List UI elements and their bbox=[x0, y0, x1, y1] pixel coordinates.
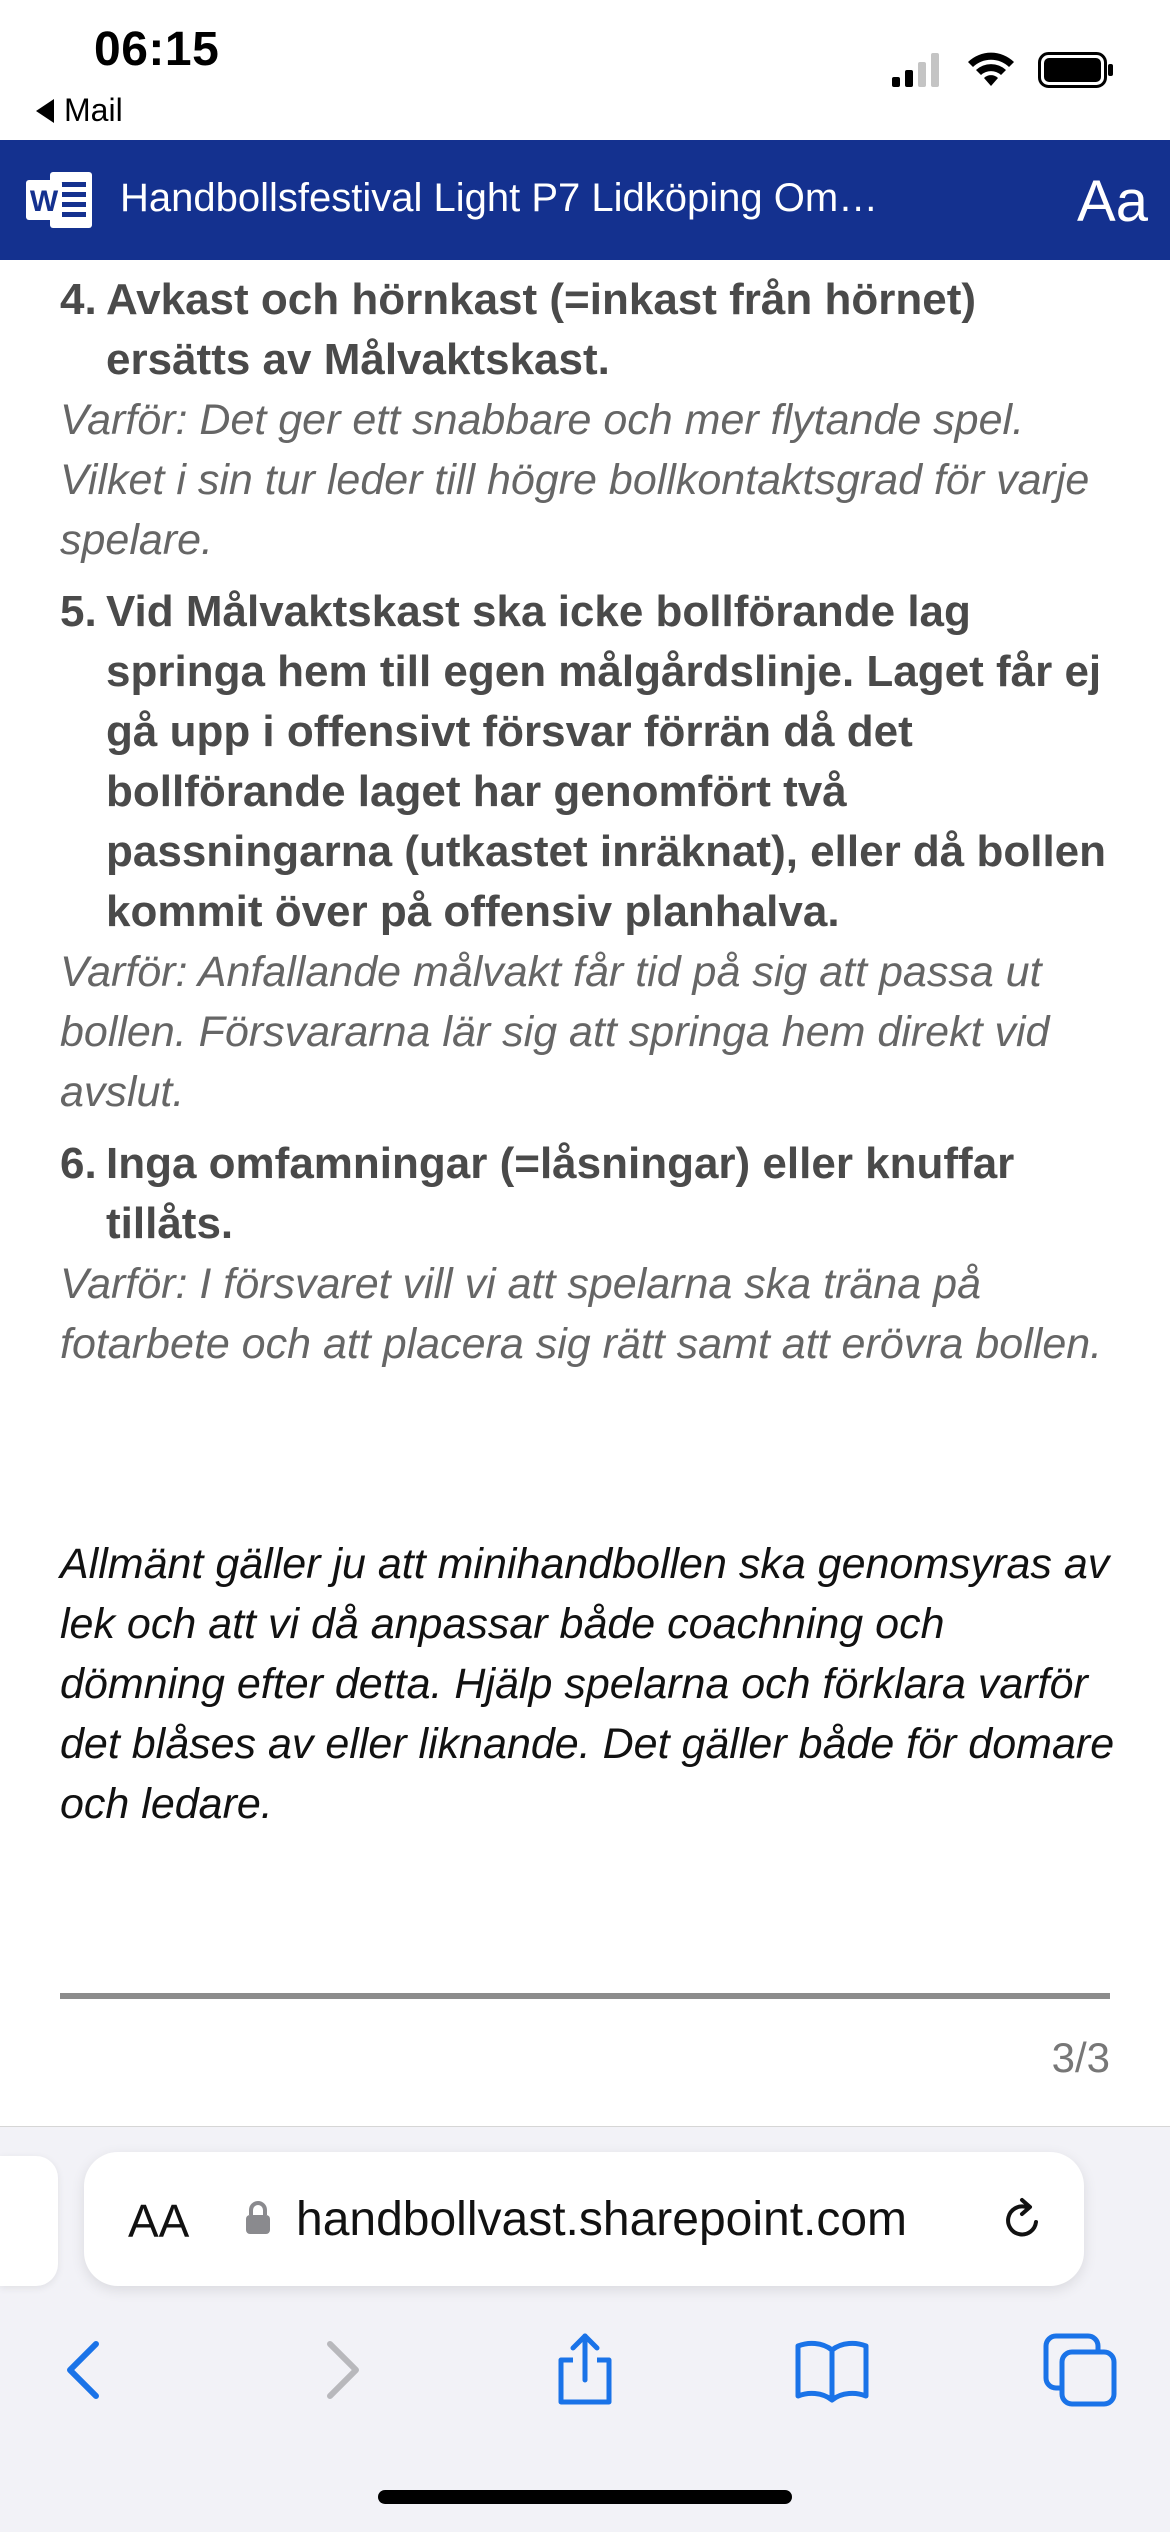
rule-item bbox=[60, 582, 1120, 1122]
page-indicator: 3/3 bbox=[1051, 2034, 1110, 2081]
lock-icon bbox=[244, 2200, 272, 2236]
browser-toolbar bbox=[0, 2310, 1170, 2420]
svg-text:W: W bbox=[29, 185, 59, 218]
address-bar[interactable] bbox=[84, 2152, 1084, 2286]
share-icon[interactable] bbox=[545, 2330, 625, 2410]
back-icon[interactable] bbox=[46, 2330, 126, 2410]
previous-tab-preview[interactable] bbox=[0, 2156, 58, 2286]
rule-heading bbox=[60, 1134, 1120, 1254]
status-bar bbox=[0, 0, 1170, 140]
back-triangle-icon bbox=[36, 99, 54, 123]
rule-text: Vid Målvaktskast ska icke bollförande lag springa hem till egen målgårdslinje. Laget får ej gå upp i offensivt försvar förrän då det bollförande laget har genomfört två passningarna (utkastet inräknat), eller då bollen kommit över på offensiv planhalva. bbox=[106, 587, 1107, 936]
rule-reason: Varför: I försvaret vill vi att spelarna ska träna på fotarbete och att placera sig rätt samt att erövra bollen. bbox=[60, 1260, 1103, 1368]
document-content bbox=[60, 270, 1120, 1386]
wifi-icon bbox=[966, 52, 1016, 88]
page-divider bbox=[60, 1993, 1110, 1999]
general-note: Allmänt gäller ju att minihandbollen ska genomsyras av lek och att vi då anpassar både coachning och dömning efter detta. Hjälp spelarna och förklara varför det blåses av eller liknande. Det gäller både för domare och ledare. bbox=[60, 1540, 1115, 1828]
battery-icon bbox=[1038, 52, 1114, 88]
rule-reason: Varför: Det ger ett snabbare och mer flytande spel. Vilket i sin tur leder till högre bollkontaktsgrad för varje spelare. bbox=[60, 396, 1090, 564]
reader-text-size-button[interactable] bbox=[128, 2194, 189, 2248]
tabs-icon[interactable] bbox=[1040, 2330, 1120, 2410]
rule-reason: Varför: Anfallande målvakt får tid på sig att passa ut bollen. Försvararna lär sig att springa hem direkt vid avslut. bbox=[60, 948, 1050, 1116]
document-header bbox=[0, 140, 1170, 260]
back-app-label: Mail bbox=[64, 92, 123, 128]
rule-text: Inga omfamningar (=låsningar) eller knuffar tillåts. bbox=[106, 1139, 1015, 1248]
bookmarks-icon[interactable] bbox=[792, 2330, 872, 2410]
rule-number: 4. bbox=[60, 275, 97, 324]
status-icons bbox=[892, 52, 1114, 88]
word-icon bbox=[26, 170, 94, 230]
rule-text: Avkast och hörnkast (=inkast från hörnet) ersätts av Målvaktskast. bbox=[106, 275, 977, 384]
rule-heading bbox=[60, 270, 1120, 390]
document-title: Handbollsfestival Light P7 Lidköping Om… bbox=[120, 176, 879, 220]
cellular-signal-icon bbox=[892, 53, 944, 87]
rule-item bbox=[60, 1134, 1120, 1374]
back-to-mail[interactable] bbox=[36, 92, 123, 129]
forward-icon[interactable] bbox=[300, 2330, 380, 2410]
rule-number: 5. bbox=[60, 587, 97, 636]
home-indicator bbox=[378, 2490, 792, 2504]
rule-heading bbox=[60, 582, 1120, 942]
rule-number: 6. bbox=[60, 1139, 97, 1188]
text-size-button[interactable]: Aa bbox=[1077, 169, 1148, 234]
reader-text-size-label: AA bbox=[128, 2195, 190, 2247]
url-text: handbollvast.sharepoint.com bbox=[296, 2193, 908, 2246]
reload-icon[interactable] bbox=[998, 2196, 1046, 2244]
rule-item bbox=[60, 270, 1120, 570]
status-time: 06:15 bbox=[94, 23, 220, 76]
